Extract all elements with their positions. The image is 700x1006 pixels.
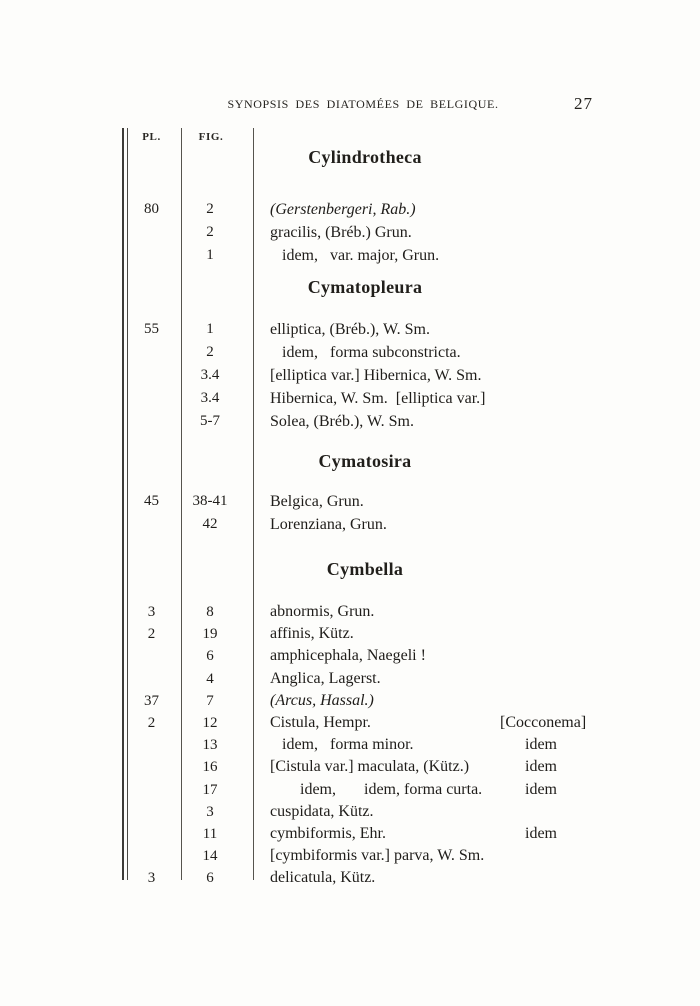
species-name: idem, var. major, Grun. — [282, 247, 440, 264]
figure-number: 12 — [202, 714, 218, 731]
table-row — [122, 244, 640, 267]
species-name: Belgica, Grun. — [270, 493, 364, 510]
synonym-note: idem — [525, 824, 557, 842]
figure-number: 6 — [206, 648, 214, 665]
species-name: Solea, (Bréb.), W. Sm. — [270, 413, 414, 430]
table-row — [122, 410, 640, 433]
genus-section — [122, 433, 640, 536]
fig-column-header: FIG. — [198, 131, 224, 143]
figure-number: 14 — [202, 848, 218, 865]
synopsis-table — [122, 128, 640, 887]
species-name: Anglica, Lagerst. — [270, 669, 381, 687]
table-row — [122, 198, 640, 221]
synonym-note: idem — [525, 758, 557, 776]
plate-number: 3 — [147, 604, 156, 620]
plate-number — [122, 513, 181, 536]
plate-number: 37 — [144, 692, 159, 709]
species-rows — [122, 318, 640, 433]
table-row — [122, 712, 640, 734]
table-row — [122, 734, 640, 756]
plate-number — [122, 221, 181, 244]
synonym-note: idem — [525, 780, 557, 798]
table-row — [122, 779, 640, 801]
plate-number — [122, 668, 181, 690]
figure-number: 8 — [206, 604, 214, 620]
plate-number — [122, 387, 181, 410]
genus-heading: Cymatosira — [318, 451, 412, 471]
species-name: cuspidata, Kütz. — [270, 802, 374, 820]
plate-number: 2 — [147, 626, 156, 643]
table-row — [122, 387, 640, 410]
species-rows — [122, 601, 640, 889]
figure-number: 2 — [206, 344, 214, 360]
species-name: idem, forma subconstricta. — [282, 344, 461, 361]
figure-number: 2 — [206, 201, 214, 217]
figure-number: 2 — [206, 224, 214, 240]
species-name: idem, idem, forma curta. — [300, 780, 483, 798]
species-name: Hibernica, W. Sm. [elliptica var.] — [270, 390, 486, 407]
plate-number: 2 — [147, 714, 156, 731]
genus-heading: Cylindrotheca — [308, 147, 422, 167]
species-rows — [122, 198, 640, 267]
plate-number — [122, 410, 181, 433]
species-rows — [122, 490, 640, 536]
species-name: cymbiformis, Ehr. — [270, 824, 386, 842]
table-row — [122, 623, 640, 645]
species-name: abnormis, Grun. — [270, 603, 375, 620]
table-row — [122, 801, 640, 823]
plate-number — [122, 364, 181, 387]
figure-number: 19 — [202, 626, 218, 643]
plate-number: 3 — [147, 870, 156, 887]
figure-number: 6 — [206, 870, 214, 887]
plate-number — [122, 645, 181, 667]
species-name: (Arcus, Hassal.) — [270, 691, 374, 709]
table-row — [122, 756, 640, 778]
plate-number — [122, 779, 181, 801]
synonym-note: idem — [525, 736, 557, 754]
table-row — [122, 364, 640, 387]
species-name: delicatula, Kütz. — [270, 869, 376, 887]
species-name: (Gerstenbergeri, Rab.) — [270, 201, 416, 218]
table-row — [122, 221, 640, 244]
figure-number: 16 — [202, 759, 218, 776]
genus-section — [122, 536, 640, 889]
figure-number: 4 — [206, 670, 214, 687]
species-name: idem, forma minor. — [282, 736, 414, 754]
genus-heading: Cymbella — [326, 559, 404, 579]
table-row — [122, 341, 640, 364]
table-row — [122, 867, 640, 889]
species-name: gracilis, (Bréb.) Grun. — [270, 224, 412, 241]
genus-sections — [122, 128, 640, 889]
table-row — [122, 690, 640, 712]
table-row — [122, 668, 640, 690]
figure-number: 17 — [202, 781, 218, 798]
figure-number: 7 — [206, 692, 214, 709]
running-title: SYNOPSIS DES DIATOMÉES DE BELGIQUE. — [227, 97, 499, 111]
table-row — [122, 645, 640, 667]
genus-section — [122, 128, 640, 267]
plate-number: 80 — [144, 201, 159, 217]
table-row — [122, 513, 640, 536]
figure-number: 1 — [206, 247, 214, 263]
plate-number — [122, 341, 181, 364]
figure-number: 1 — [206, 321, 214, 337]
plate-number — [122, 823, 181, 845]
table-row — [122, 823, 640, 845]
synonym-note: [Cocconema] — [500, 713, 587, 731]
table-row — [122, 318, 640, 341]
genus-heading: Cymatopleura — [307, 277, 423, 297]
plate-number — [122, 244, 181, 267]
species-name: affinis, Kütz. — [270, 625, 354, 643]
figure-number: 13 — [202, 737, 218, 754]
species-name: Lorenziana, Grun. — [270, 516, 387, 533]
pl-column-header: PL. — [142, 131, 161, 143]
species-name: [cymbiformis var.] parva, W. Sm. — [270, 847, 485, 865]
figure-number: 38-41 — [192, 493, 228, 509]
plate-number — [122, 845, 181, 867]
figure-number: 3.4 — [200, 367, 220, 383]
figure-number: 3 — [206, 803, 214, 820]
plate-number: 55 — [144, 321, 159, 337]
plate-number — [122, 756, 181, 778]
figure-number: 3.4 — [200, 390, 220, 406]
species-name: Cistula, Hempr. — [270, 713, 371, 731]
plate-number: 45 — [144, 493, 159, 509]
figure-number: 42 — [202, 516, 218, 532]
species-name: elliptica, (Bréb.), W. Sm. — [270, 321, 430, 338]
species-name: [Cistula var.] maculata, (Kütz.) — [270, 758, 470, 776]
figure-number: 11 — [202, 825, 218, 842]
plate-number — [122, 734, 181, 756]
page-number: 27 — [574, 94, 593, 113]
table-row — [122, 490, 640, 513]
species-name: amphicephala, Naegeli ! — [270, 647, 426, 665]
table-row — [122, 845, 640, 867]
table-row — [122, 601, 640, 623]
figure-number: 5-7 — [200, 413, 220, 429]
species-name: [elliptica var.] Hibernica, W. Sm. — [270, 367, 482, 384]
genus-section — [122, 267, 640, 433]
plate-number — [122, 801, 181, 823]
